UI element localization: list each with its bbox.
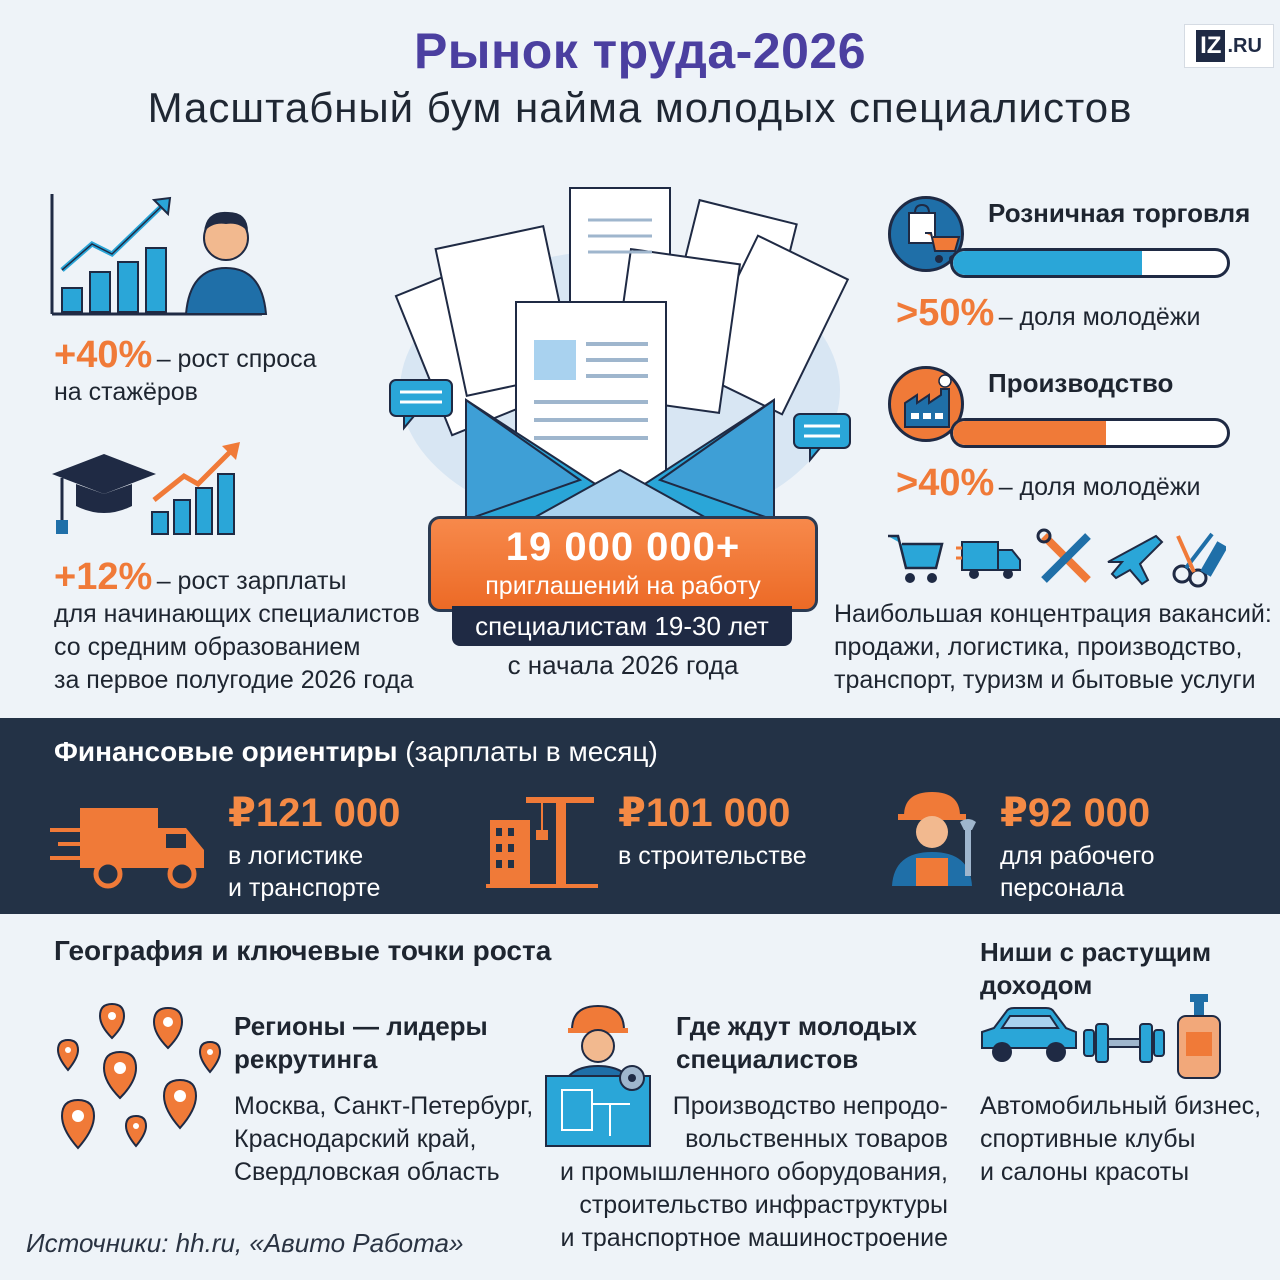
retail-stat [896, 292, 1201, 335]
growth-chart-person-icon [50, 192, 270, 318]
envelope-documents-icon [380, 180, 860, 530]
salary-text-3: со средним образованием [54, 633, 361, 661]
retail-note: – доля молодёжи [998, 303, 1201, 331]
niches-title-2: доходом [980, 970, 1093, 1000]
finance-title [54, 736, 658, 768]
tools-icon [1038, 530, 1088, 580]
regions-title-2: рекрутинга [234, 1044, 378, 1074]
construction-crane-icon [486, 790, 598, 890]
interns-stat [54, 334, 317, 377]
retail-value: >50% [896, 292, 995, 334]
construction-salary: ₽101 000 [618, 791, 791, 835]
production-bar [950, 418, 1230, 448]
niches-title-1: Ниши с растущим [980, 937, 1212, 967]
invitations-number: 19 000 000+ [505, 525, 741, 569]
workers-line-2: персонала [1000, 874, 1125, 902]
interns-text-2: на стажёров [54, 378, 198, 406]
logistics-line-2: и транспорте [228, 874, 381, 902]
logo-iz: IZ [1196, 30, 1225, 62]
interns-text-1: – рост спроса [156, 345, 317, 373]
salary-text-1: – рост зарплаты [156, 567, 347, 595]
salary-text-4: за первое полугодие 2026 года [54, 666, 414, 694]
wait-title-2: специалистов [676, 1044, 859, 1074]
cart-icon [888, 536, 942, 583]
geo-title: География и ключевые точки роста [54, 935, 552, 966]
car-icon [982, 1008, 1076, 1062]
finance-title-bold: Финансовые ориентиры [54, 736, 398, 767]
regions-line-2: Краснодарский край, [234, 1125, 477, 1153]
salary-stat [54, 556, 346, 599]
invitations-period: с начала 2026 года [507, 650, 739, 680]
scissors-icon [1174, 534, 1226, 586]
workers-line-1: для рабочего [1000, 842, 1155, 870]
source-note: Источники: hh.ru, «Авито Работа» [26, 1228, 464, 1258]
niches-icons [976, 990, 1236, 1080]
invitations-age: специалистам 19-30 лет [452, 606, 792, 646]
production-bar-fill [953, 421, 1106, 445]
regions-line-3: Свердловская область [234, 1158, 500, 1186]
retail-bar-fill [953, 251, 1142, 275]
workers-salary: ₽92 000 [1000, 791, 1151, 835]
invitations-badge [428, 516, 818, 612]
lotion-bottle-icon [1178, 994, 1220, 1078]
logo-ru: .RU [1227, 34, 1262, 57]
niches-line-1: Автомобильный бизнес, [980, 1092, 1262, 1120]
logistics-salary: ₽121 000 [228, 791, 401, 835]
plane-icon [1108, 536, 1162, 584]
regions-title-1: Регионы — лидеры [234, 1011, 488, 1041]
wait-line-4: строительство инфраструктуры [579, 1191, 948, 1219]
finance-title-rest: (зарплаты в месяц) [397, 736, 658, 767]
salary-text-2: для начинающих специалистов [54, 600, 420, 628]
wait-line-2: вольственных товаров [685, 1125, 948, 1153]
wait-line-5: и транспортное машиностроение [560, 1224, 948, 1252]
map-pins-icon [50, 1000, 230, 1150]
production-note: – доля молодёжи [998, 473, 1201, 501]
production-value: >40% [896, 462, 995, 504]
salary-value: +12% [54, 556, 153, 598]
production-stat [896, 462, 1201, 505]
interns-value: +40% [54, 334, 153, 376]
page-subtitle: Масштабный бум найма молодых специалистов [147, 84, 1133, 131]
vacancies-line-3: транспорт, туризм и бытовые услуги [834, 666, 1256, 694]
iz-logo[interactable] [1184, 24, 1274, 68]
delivery-truck-icon [50, 800, 210, 890]
wait-line-1: Производство непродо- [672, 1092, 948, 1120]
niches-line-2: спортивные клубы [980, 1125, 1196, 1153]
retail-title: Розничная торговля [988, 198, 1251, 228]
niches-line-3: и салоны красоты [980, 1158, 1190, 1186]
page-title: Рынок труда-2026 [413, 23, 867, 79]
truck-icon [956, 542, 1020, 579]
worker-icon [886, 786, 982, 890]
graduation-cap-chart-icon [48, 440, 248, 540]
vacancies-line-2: продажи, логистика, производство, [834, 633, 1243, 661]
construction-line-1: в строительстве [618, 842, 807, 870]
regions-line-1: Москва, Санкт-Петербург, [234, 1092, 534, 1120]
vacancy-icons-row [886, 528, 1226, 588]
wait-title-1: Где ждут молодых [676, 1011, 917, 1041]
production-title: Производство [988, 368, 1174, 398]
vacancies-line-1: Наибольшая концентрация вакансий: [834, 600, 1272, 628]
retail-bar [950, 248, 1230, 278]
wait-line-3: и промышленного оборудования, [560, 1158, 948, 1186]
invitations-label: приглашений на работу [485, 572, 761, 600]
logistics-line-1: в логистике [228, 842, 364, 870]
dumbbell-icon [1084, 1024, 1164, 1062]
